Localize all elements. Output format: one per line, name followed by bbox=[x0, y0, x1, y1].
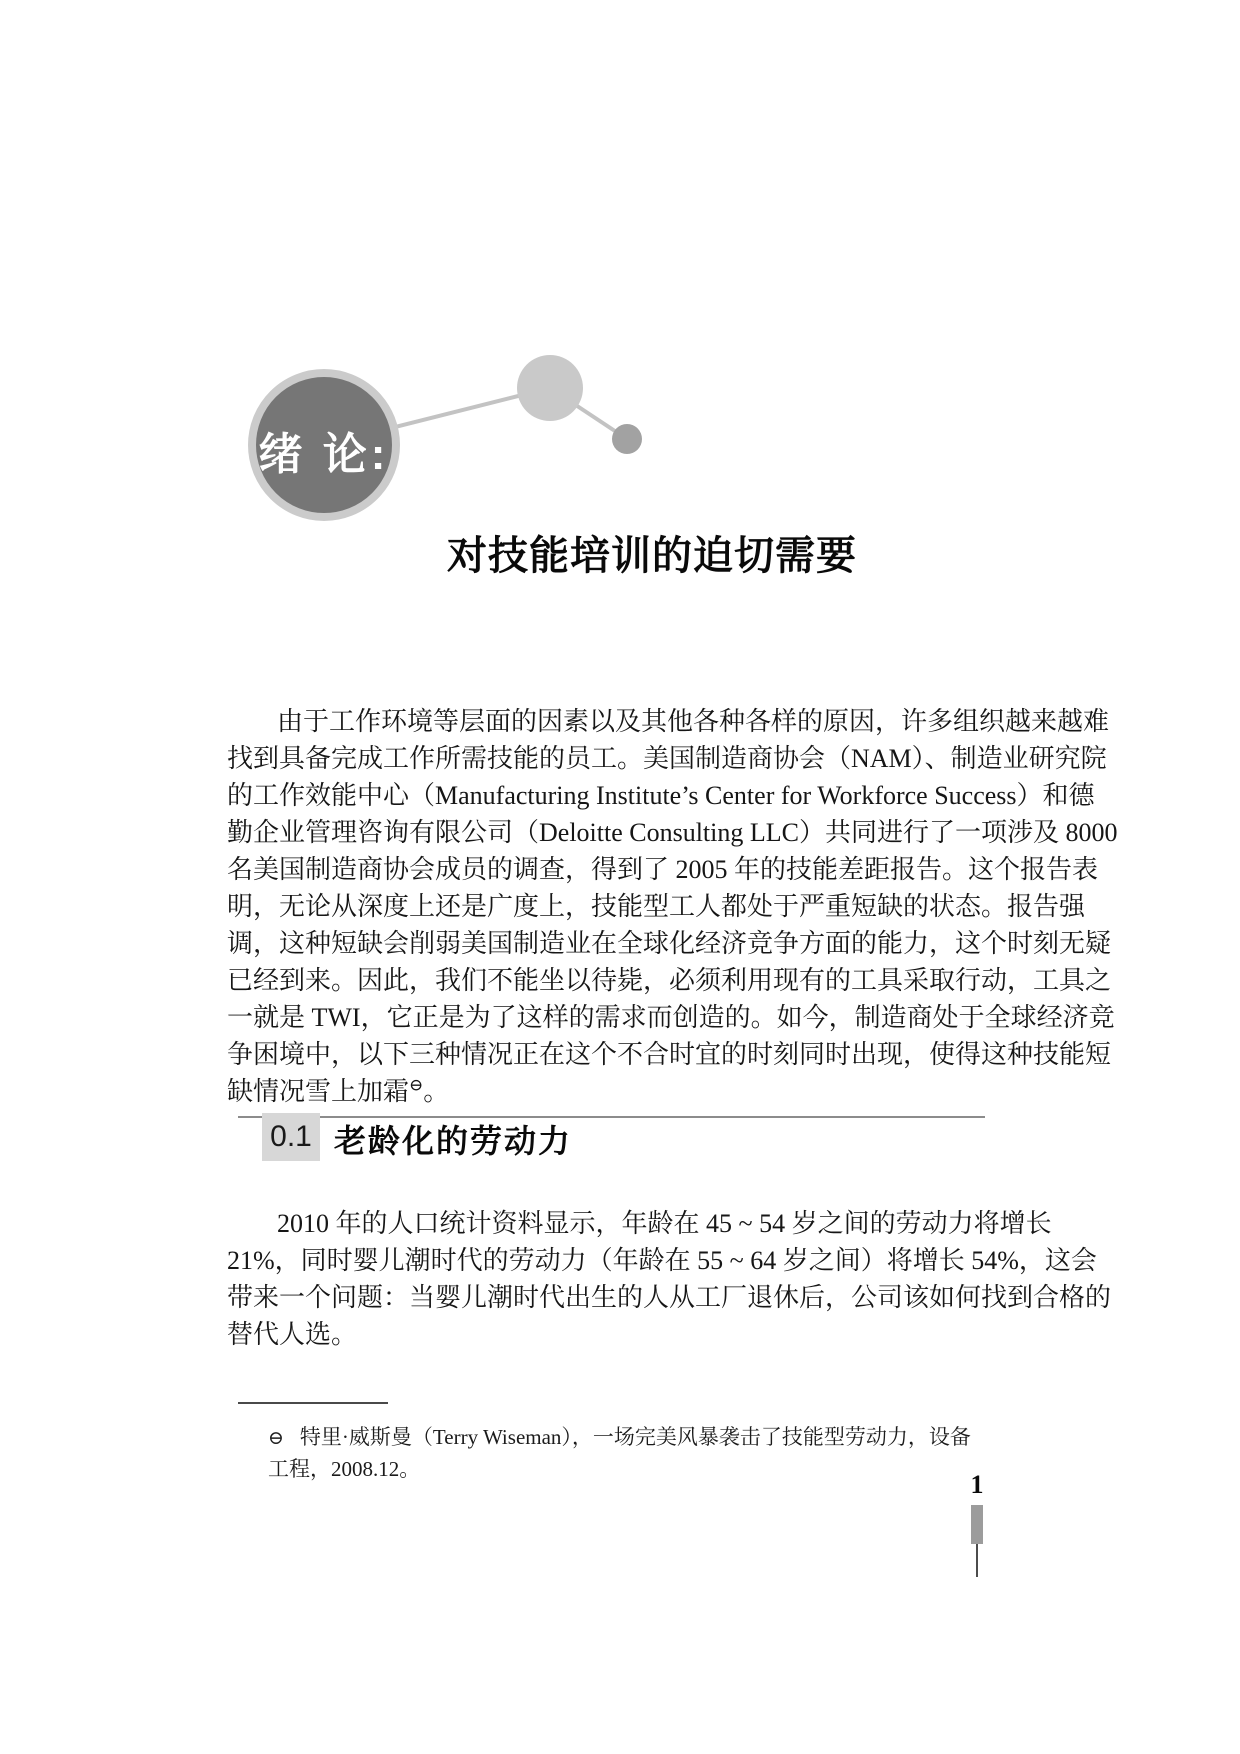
paragraph-line: 名美国制造商协会成员的调查，得到了 2005 年的技能差距报告。这个报告表 bbox=[227, 855, 1099, 884]
paragraph-line: 争困境中，以下三种情况正在这个不合时宜的时刻同时出现，使得这种技能短 bbox=[227, 1040, 1112, 1069]
intro-paragraph bbox=[227, 703, 1118, 1110]
section-title: 老龄化的劳动力 bbox=[334, 1123, 573, 1159]
paragraph-line: 找到具备完成工作所需技能的员工。美国制造商协会（NAM）、制造业研究院 bbox=[227, 744, 1107, 773]
page-number-bar bbox=[971, 1505, 983, 1544]
footnote-divider bbox=[238, 1402, 388, 1404]
paragraph-line: 替代人选。 bbox=[227, 1320, 358, 1349]
paragraph-line: 21%，同时婴儿潮时代的劳动力（年龄在 55 ~ 64 岁之间）将增长 54%，这会 bbox=[227, 1246, 1097, 1275]
chapter-label: 绪 论: bbox=[258, 430, 390, 479]
paragraph-line: 一就是 TWI，它正是为了这样的需求而创造的。如今，制造商处于全球经济竞 bbox=[227, 1003, 1115, 1032]
paragraph-line: 已经到来。因此，我们不能坐以待毙，必须利用现有的工具采取行动，工具之 bbox=[227, 966, 1112, 995]
chapter-title: 对技能培训的迫切需要 bbox=[447, 534, 857, 578]
section-heading bbox=[262, 1112, 572, 1162]
paragraph-text: 缺情况雪上加霜 bbox=[227, 1077, 410, 1106]
footnote-marker: ⊖ bbox=[409, 1075, 424, 1095]
page-number: 1 bbox=[970, 1470, 984, 1499]
paragraph-line: 由于工作环境等层面的因素以及其他各种各样的原因，许多组织越来越难 bbox=[277, 707, 1110, 736]
decoration-circle-large bbox=[517, 355, 583, 421]
footnote-symbol: ⊖ bbox=[268, 1428, 284, 1449]
paragraph-line: 勤企业管理咨询有限公司（Deloitte Consulting LLC）共同进行了一项涉及 8000 bbox=[227, 818, 1118, 847]
footnote bbox=[268, 1422, 985, 1484]
decoration-circle-small bbox=[612, 424, 642, 454]
paragraph-line: 带来一个问题：当婴儿潮时代出生的人从工厂退休后，公司该如何找到合格的 bbox=[227, 1283, 1112, 1312]
section-number-box bbox=[262, 1113, 320, 1161]
paragraph-line bbox=[227, 1073, 985, 1110]
paragraph-text: 。 bbox=[423, 1077, 450, 1106]
paragraph-line: 2010 年的人口统计资料显示，年龄在 45 ~ 54 岁之间的劳动力将增长 bbox=[277, 1209, 1052, 1238]
footnote-text: 特里·威斯曼（Terry Wiseman），一场完美风暴袭击了技能型劳动力，设备工程，2008.12。 bbox=[268, 1425, 971, 1481]
section-number: 0.1 bbox=[270, 1120, 312, 1153]
paragraph-line: 明，无论从深度上还是广度上，技能型工人都处于严重短缺的状态。报告强 bbox=[227, 892, 1086, 921]
paragraph-line: 调，这种短缺会削弱美国制造业在全球化经济竞争方面的能力，这个时刻无疑 bbox=[227, 929, 1112, 958]
section-paragraph bbox=[227, 1205, 1112, 1353]
paragraph-line: 的工作效能中心（Manufacturing Institute’s Center for Workforce Success）和德 bbox=[227, 781, 1095, 810]
page-number-stem bbox=[976, 1544, 978, 1577]
